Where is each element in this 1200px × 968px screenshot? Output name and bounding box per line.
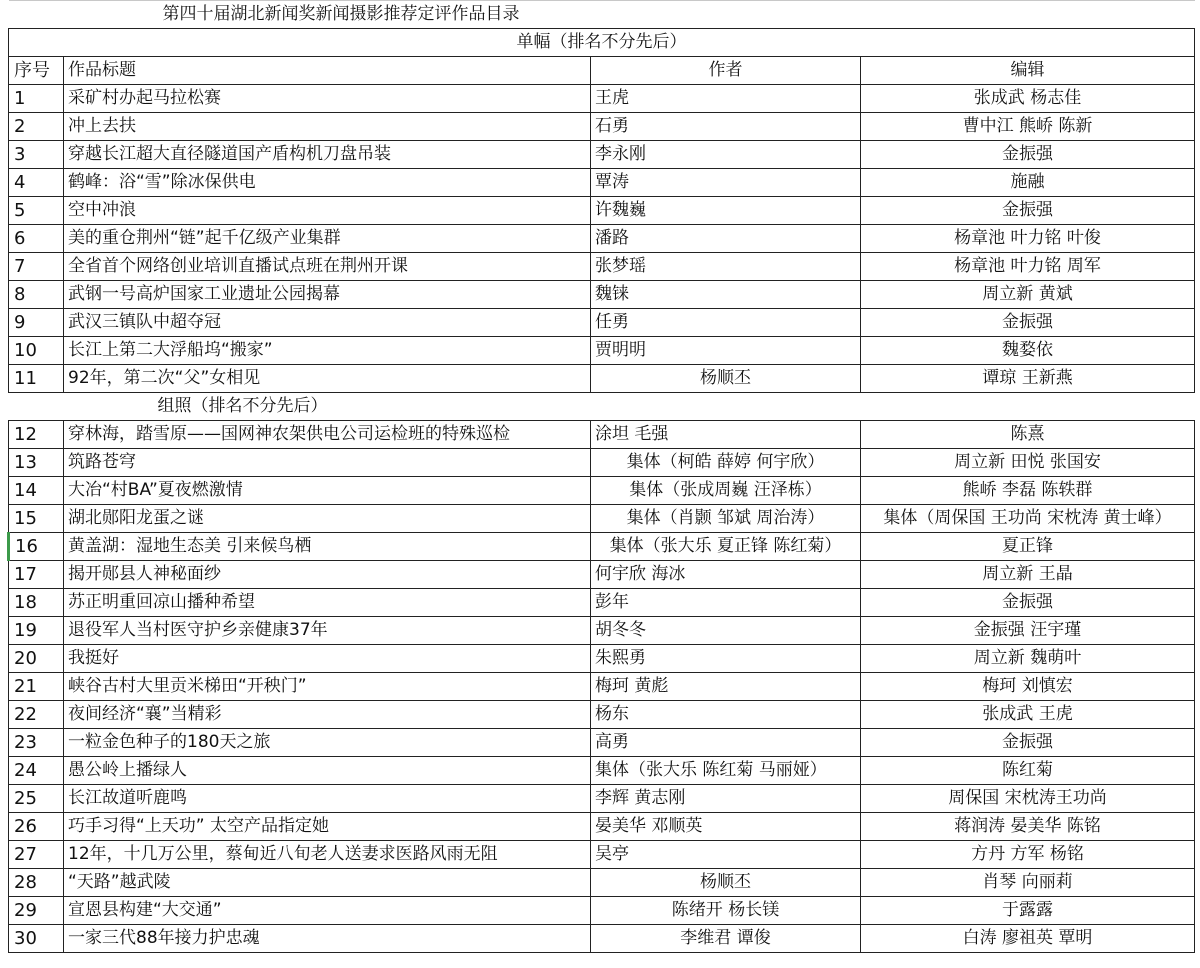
row-author[interactable]: 涂坦 毛强 xyxy=(591,421,861,449)
row-index[interactable]: 25 xyxy=(9,785,64,813)
row-work-title[interactable]: 鹤峰：浴“雪”除冰保供电 xyxy=(64,169,591,197)
table-row xyxy=(9,309,1195,337)
row-author[interactable]: 彭年 xyxy=(591,589,861,617)
row-index[interactable]: 29 xyxy=(9,897,64,925)
row-work-title[interactable]: 筑路苍穹 xyxy=(64,449,591,477)
row-editor[interactable]: 施融 xyxy=(861,169,1195,197)
row-work-title[interactable]: 愚公岭上播绿人 xyxy=(64,757,591,785)
row-editor[interactable]: 金振强 xyxy=(861,729,1195,757)
row-editor[interactable]: 蒋润涛 晏美华 陈铭 xyxy=(861,813,1195,841)
row-work-title[interactable]: 长江故道听鹿鸣 xyxy=(64,785,591,813)
row-editor[interactable]: 方丹 方军 杨铭 xyxy=(861,841,1195,869)
row-author[interactable]: 何宇欣 海冰 xyxy=(591,561,861,589)
header-work[interactable]: 作品标题 xyxy=(64,57,591,85)
row-author[interactable]: 李辉 黄志刚 xyxy=(591,785,861,813)
table-row xyxy=(9,113,1195,141)
row-author[interactable]: 梅珂 黄彪 xyxy=(591,673,861,701)
row-editor[interactable]: 白涛 廖祖英 覃明 xyxy=(861,925,1195,953)
table-row xyxy=(9,477,1195,505)
row-author[interactable]: 杨东 xyxy=(591,701,861,729)
table-row xyxy=(9,449,1195,477)
table-row xyxy=(9,841,1195,869)
header-index[interactable]: 序号 xyxy=(9,57,64,85)
section-group-row xyxy=(9,393,1195,421)
row-work-title[interactable]: 武钢一号高炉国家工业遗址公园揭幕 xyxy=(64,281,591,309)
row-index[interactable]: 1 xyxy=(9,85,64,113)
row-work-title[interactable]: 巧手习得“上天功” 太空产品指定她 xyxy=(64,813,591,841)
table-row xyxy=(9,197,1195,225)
row-index[interactable]: 16 xyxy=(9,533,64,561)
row-work-title[interactable]: 12年，十几万公里，蔡甸近八旬老人送妻求医路风雨无阻 xyxy=(64,841,591,869)
section-single-heading[interactable]: 单幅（排名不分先后） xyxy=(9,29,1195,57)
row-index[interactable]: 4 xyxy=(9,169,64,197)
table-row xyxy=(9,533,1195,561)
row-index[interactable]: 28 xyxy=(9,869,64,897)
row-editor[interactable]: 金振强 xyxy=(861,309,1195,337)
row-editor[interactable]: 陈熹 xyxy=(861,421,1195,449)
row-index[interactable]: 14 xyxy=(9,477,64,505)
section-single-row xyxy=(9,29,1195,57)
row-index[interactable]: 12 xyxy=(9,421,64,449)
row-editor[interactable]: 熊峤 李磊 陈轶群 xyxy=(861,477,1195,505)
row-work-title[interactable]: 一粒金色种子的180天之旅 xyxy=(64,729,591,757)
row-work-title[interactable]: “天路”越武陵 xyxy=(64,869,591,897)
section-group-heading[interactable] xyxy=(9,393,1195,421)
row-index[interactable]: 17 xyxy=(9,561,64,589)
table-row xyxy=(9,85,1195,113)
row-index[interactable]: 23 xyxy=(9,729,64,757)
table-row xyxy=(9,365,1195,393)
row-author[interactable]: 石勇 xyxy=(591,113,861,141)
catalog-table xyxy=(7,0,1195,953)
row-index[interactable]: 6 xyxy=(9,225,64,253)
row-editor[interactable]: 集体（周保国 王功尚 宋枕涛 黄士峰） xyxy=(861,505,1195,533)
row-editor[interactable]: 杨章池 叶力铭 叶俊 xyxy=(861,225,1195,253)
row-index[interactable]: 27 xyxy=(9,841,64,869)
row-author[interactable]: 高勇 xyxy=(591,729,861,757)
table-row xyxy=(9,253,1195,281)
table-row xyxy=(9,561,1195,589)
row-editor[interactable]: 于露露 xyxy=(861,897,1195,925)
table-row xyxy=(9,729,1195,757)
header-author[interactable]: 作者 xyxy=(591,57,861,85)
table-row xyxy=(9,869,1195,897)
row-editor[interactable]: 金振强 xyxy=(861,197,1195,225)
row-editor[interactable]: 金振强 汪宇瑾 xyxy=(861,617,1195,645)
row-work-title[interactable]: 92年，第二次“父”女相见 xyxy=(64,365,591,393)
row-index[interactable]: 19 xyxy=(9,617,64,645)
row-index[interactable]: 20 xyxy=(9,645,64,673)
row-author[interactable]: 杨顺丕 xyxy=(591,869,861,897)
table-row xyxy=(9,421,1195,449)
row-author[interactable]: 覃涛 xyxy=(591,169,861,197)
row-author[interactable]: 贾明明 xyxy=(591,337,861,365)
row-author[interactable]: 集体（张大乐 陈红菊 马丽娅） xyxy=(591,757,861,785)
row-index[interactable]: 7 xyxy=(9,253,64,281)
table-row xyxy=(9,589,1195,617)
table-row xyxy=(9,141,1195,169)
row-work-title[interactable]: 苏正明重回凉山播种希望 xyxy=(64,589,591,617)
row-author[interactable]: 集体（柯皓 薛婷 何宇欣） xyxy=(591,449,861,477)
row-author[interactable]: 潘路 xyxy=(591,225,861,253)
table-row xyxy=(9,757,1195,785)
row-author[interactable]: 朱熙勇 xyxy=(591,645,861,673)
table-row xyxy=(9,813,1195,841)
table-row xyxy=(9,169,1195,197)
row-editor[interactable]: 周立新 黄斌 xyxy=(861,281,1195,309)
row-editor[interactable]: 梅珂 刘慎宏 xyxy=(861,673,1195,701)
row-author[interactable]: 许魏巍 xyxy=(591,197,861,225)
row-editor[interactable]: 张成武 杨志佳 xyxy=(861,85,1195,113)
table-row xyxy=(9,673,1195,701)
table-row xyxy=(9,505,1195,533)
table-row xyxy=(9,281,1195,309)
table-row xyxy=(9,701,1195,729)
row-work-title[interactable]: 峡谷古村大里贡米梯田“开秧门” xyxy=(64,673,591,701)
row-index[interactable]: 13 xyxy=(9,449,64,477)
table-row xyxy=(9,225,1195,253)
row-work-title[interactable]: 空中冲浪 xyxy=(64,197,591,225)
row-index[interactable]: 5 xyxy=(9,197,64,225)
row-work-title[interactable]: 揭开郧县人神秘面纱 xyxy=(64,561,591,589)
row-editor[interactable]: 周保国 宋枕涛王功尚 xyxy=(861,785,1195,813)
row-author[interactable]: 张梦瑶 xyxy=(591,253,861,281)
row-index[interactable]: 21 xyxy=(9,673,64,701)
row-index[interactable]: 22 xyxy=(9,701,64,729)
table-row xyxy=(9,337,1195,365)
row-work-title[interactable]: 黄盖湖：湿地生态美 引来候鸟栖 xyxy=(64,533,591,561)
row-index[interactable]: 30 xyxy=(9,925,64,953)
row-editor[interactable]: 曹中江 熊峤 陈新 xyxy=(861,113,1195,141)
row-author[interactable]: 吴亭 xyxy=(591,841,861,869)
row-work-title[interactable]: 长江上第二大浮船坞“搬家” xyxy=(64,337,591,365)
row-index[interactable]: 24 xyxy=(9,757,64,785)
row-editor[interactable]: 张成武 王虎 xyxy=(861,701,1195,729)
row-work-title[interactable]: 冲上去扶 xyxy=(64,113,591,141)
table-row xyxy=(9,925,1195,953)
header-editor[interactable]: 编辑 xyxy=(861,57,1195,85)
section-group-label: 组照（排名不分先后） xyxy=(157,396,328,416)
row-author[interactable]: 任勇 xyxy=(591,309,861,337)
row-work-title[interactable]: 夜间经济“襄”当精彩 xyxy=(64,701,591,729)
row-index[interactable]: 8 xyxy=(9,281,64,309)
row-work-title[interactable]: 一家三代88年接力护忠魂 xyxy=(64,925,591,953)
row-author[interactable]: 魏铼 xyxy=(591,281,861,309)
row-work-title[interactable]: 采矿村办起马拉松赛 xyxy=(64,85,591,113)
row-editor[interactable]: 金振强 xyxy=(861,141,1195,169)
row-author[interactable]: 李维君 谭俊 xyxy=(591,925,861,953)
row-editor[interactable]: 谭琼 王新燕 xyxy=(861,365,1195,393)
row-index[interactable]: 3 xyxy=(9,141,64,169)
table-row xyxy=(9,645,1195,673)
row-index[interactable]: 10 xyxy=(9,337,64,365)
row-work-title[interactable]: 湖北郧阳龙蛋之谜 xyxy=(64,505,591,533)
row-author[interactable]: 王虎 xyxy=(591,85,861,113)
row-author[interactable]: 杨顺丕 xyxy=(591,365,861,393)
row-editor[interactable]: 陈红菊 xyxy=(861,757,1195,785)
row-index[interactable]: 15 xyxy=(9,505,64,533)
row-index[interactable]: 11 xyxy=(9,365,64,393)
row-editor[interactable]: 周立新 魏萌叶 xyxy=(861,645,1195,673)
row-author[interactable]: 集体（张大乐 夏正锋 陈红菊） xyxy=(591,533,861,561)
row-editor[interactable]: 周立新 田悦 张国安 xyxy=(861,449,1195,477)
row-editor[interactable]: 肖琴 向丽莉 xyxy=(861,869,1195,897)
row-work-title[interactable]: 全省首个网络创业培训直播试点班在荆州开课 xyxy=(64,253,591,281)
row-work-title[interactable]: 宣恩县构建“大交通” xyxy=(64,897,591,925)
row-work-title[interactable]: 我挺好 xyxy=(64,645,591,673)
row-author[interactable]: 集体（张成周巍 汪泽栋） xyxy=(591,477,861,505)
row-index[interactable]: 18 xyxy=(9,589,64,617)
row-editor[interactable]: 魏婺依 xyxy=(861,337,1195,365)
row-work-title[interactable]: 退役军人当村医守护乡亲健康37年 xyxy=(64,617,591,645)
row-editor[interactable]: 周立新 王晶 xyxy=(861,561,1195,589)
row-editor[interactable]: 杨章池 叶力铭 周军 xyxy=(861,253,1195,281)
row-index[interactable]: 2 xyxy=(9,113,64,141)
row-editor[interactable]: 夏正锋 xyxy=(861,533,1195,561)
table-row xyxy=(9,897,1195,925)
row-author[interactable]: 陈绪开 杨长镁 xyxy=(591,897,861,925)
row-author[interactable]: 集体（肖颢 邹斌 周治涛） xyxy=(591,505,861,533)
row-editor[interactable]: 金振强 xyxy=(861,589,1195,617)
table-row xyxy=(9,785,1195,813)
row-author[interactable]: 李永刚 xyxy=(591,141,861,169)
title-row xyxy=(9,1,1195,29)
row-work-title[interactable]: 武汉三镇队中超夺冠 xyxy=(64,309,591,337)
row-work-title[interactable]: 穿越长江超大直径隧道国产盾构机刀盘吊装 xyxy=(64,141,591,169)
row-index[interactable]: 26 xyxy=(9,813,64,841)
row-work-title[interactable]: 大冶“村BA”夏夜燃激情 xyxy=(64,477,591,505)
row-author[interactable]: 胡冬冬 xyxy=(591,617,861,645)
header-row xyxy=(9,57,1195,85)
row-author[interactable]: 晏美华 邓顺英 xyxy=(591,813,861,841)
sheet-title[interactable]: 第四十届湖北新闻奖新闻摄影推荐定评作品目录 xyxy=(9,1,1195,29)
row-index[interactable]: 9 xyxy=(9,309,64,337)
row-work-title[interactable]: 美的重仓荆州“链”起千亿级产业集群 xyxy=(64,225,591,253)
table-row xyxy=(9,617,1195,645)
row-work-title[interactable]: 穿林海，踏雪原——国网神农架供电公司运检班的特殊巡检 xyxy=(64,421,591,449)
